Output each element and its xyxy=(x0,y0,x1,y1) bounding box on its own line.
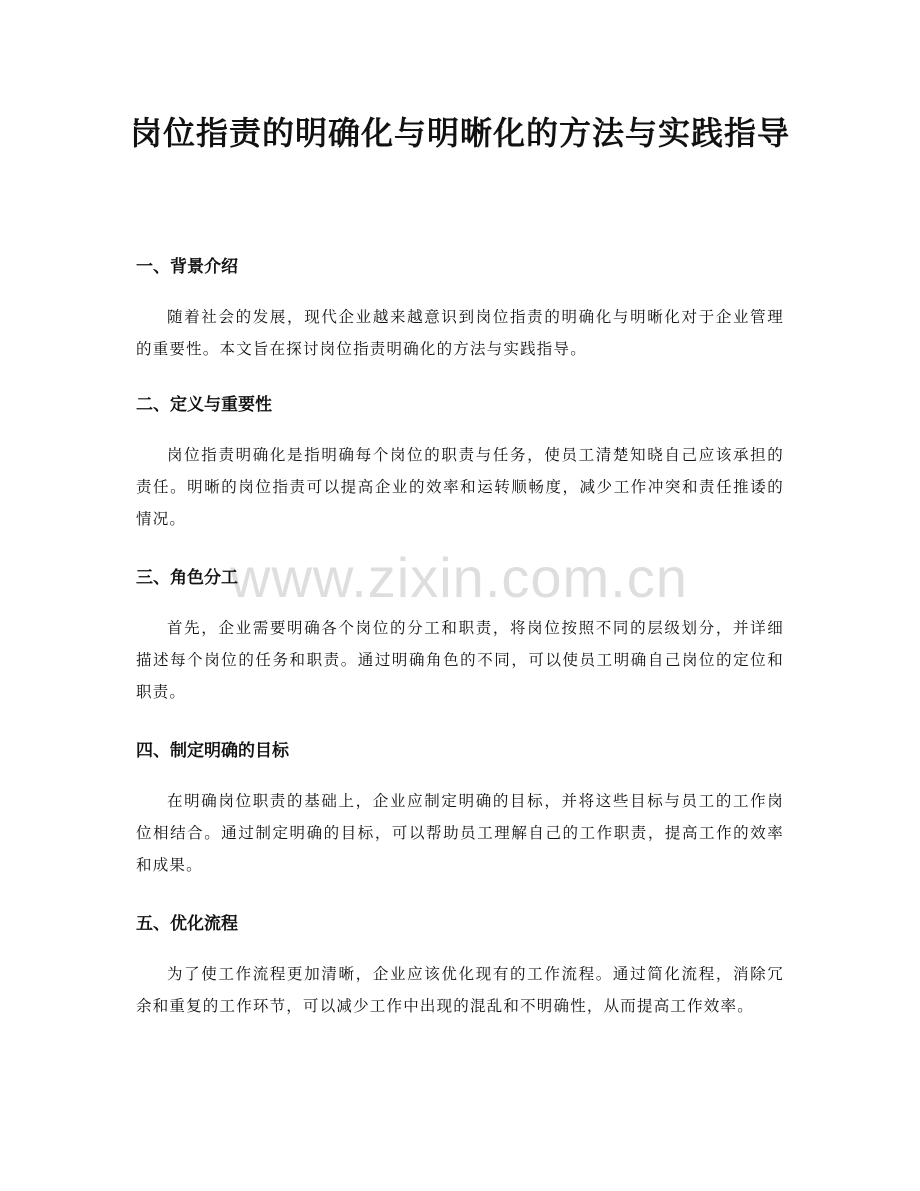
section-heading-goals: 四、制定明确的目标 xyxy=(136,741,289,761)
watermark: www.zixin.com.cn xyxy=(230,546,688,609)
section-heading-roles: 三、角色分工 xyxy=(136,568,238,588)
section-body-goals: 在明确岗位职责的基础上，企业应制定明确的目标，并将这些目标与员工的工作岗位相结合。通过制定明确的目标，可以帮助员工理解自己的工作职责，提高工作的效率和成果。 xyxy=(136,792,784,874)
document-title: 岗位指责的明确化与明晰化的方法与实践指导 xyxy=(130,114,791,152)
section-body-roles: 首先，企业需要明确各个岗位的分工和职责，将岗位按照不同的层级划分，并详细描述每个岗位的任务和职责。通过明确角色的不同，可以使员工明确自己岗位的定位和职责。 xyxy=(136,619,784,701)
section-heading-process: 五、优化流程 xyxy=(136,914,238,934)
section-body-process: 为了使工作流程更加清晰，企业应该优化现有的工作流程。通过简化流程，消除冗余和重复的工作环节，可以减少工作中出现的混乱和不明确性，从而提高工作效率。 xyxy=(136,965,784,1015)
section-body-definition: 岗位指责明确化是指明确每个岗位的职责与任务，使员工清楚知晓自己应该承担的责任。明晰的岗位指责可以提高企业的效率和运转顺畅度，减少工作冲突和责任推诿的情况。 xyxy=(136,446,784,528)
section-heading-definition: 二、定义与重要性 xyxy=(136,395,272,415)
section-heading-background: 一、背景介绍 xyxy=(136,257,238,277)
section-body-background: 随着社会的发展，现代企业越来越意识到岗位指责的明确化与明晰化对于企业管理的重要性。本文旨在探讨岗位指责明确化的方法与实践指导。 xyxy=(136,308,784,358)
